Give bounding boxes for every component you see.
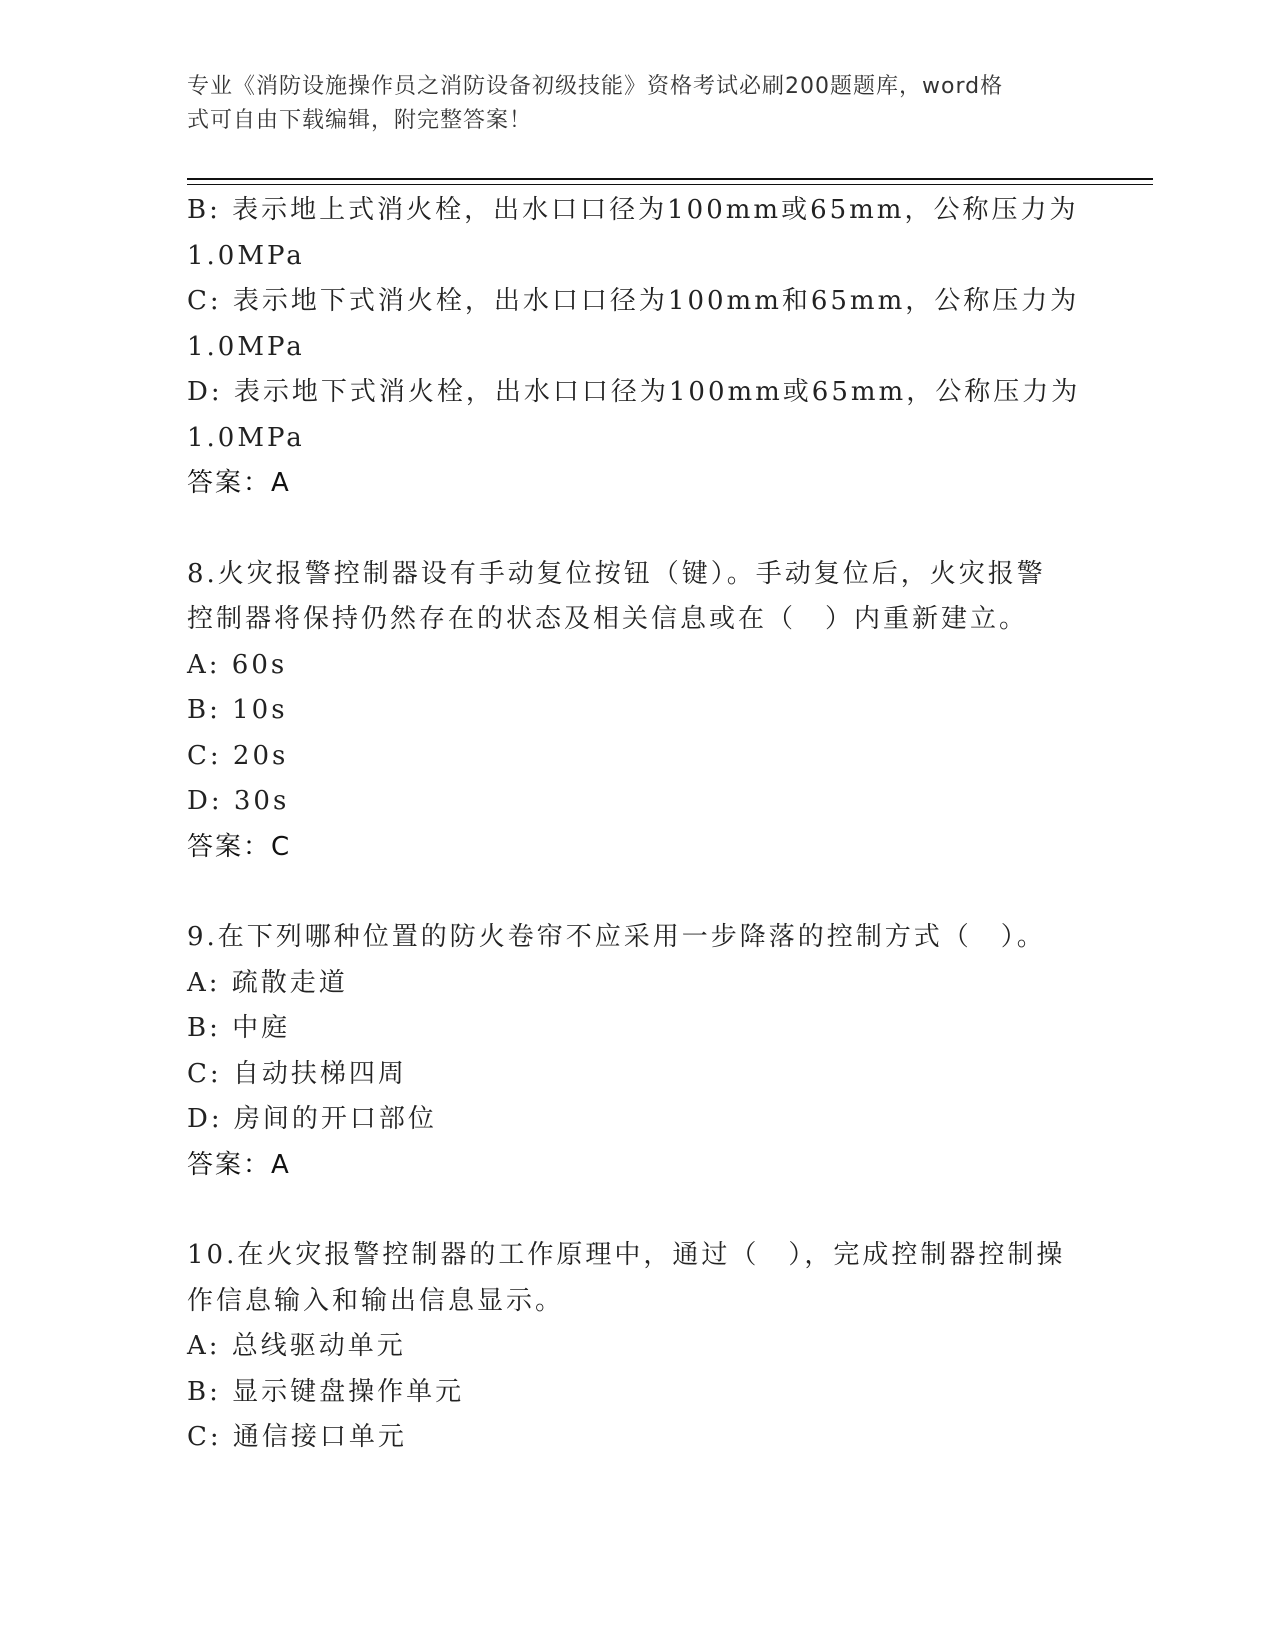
spacer <box>187 870 1087 915</box>
option-d-line-1: D: 表示地下式消火栓，出水口口径为100mm或65mm，公称压力为 <box>187 377 1081 407</box>
option-c-line-2: 1.0MPa <box>187 331 305 362</box>
option-b-line-2: 1.0MPa <box>187 240 305 271</box>
document-header <box>187 70 1067 138</box>
question-stem-line-1: 9.在下列哪种位置的防火卷帘不应采用一步降落的控制方式（ ）。 <box>187 922 1046 952</box>
option-a: A: 疏散走道 <box>187 967 348 998</box>
question-stem-line-1: 10.在火灾报警控制器的工作原理中，通过（ ），完成控制器控制操 <box>187 1240 1066 1270</box>
question-stem-line-2: 作信息输入和输出信息显示。 <box>187 1285 565 1316</box>
header-divider-thin <box>187 184 1153 185</box>
option-d-line-2: 1.0MPa <box>187 422 305 453</box>
question-10 <box>187 1233 1087 1461</box>
question-9 <box>187 915 1087 1188</box>
answer-label: 答案：A <box>187 468 291 498</box>
option-b: B: 10s <box>187 695 288 725</box>
header-line-1: 专业《消防设施操作员之消防设备初级技能》资格考试必刷200题题库，word格 <box>187 74 1004 99</box>
option-c: C: 自动扶梯四周 <box>187 1058 407 1089</box>
answer-label: 答案：C <box>187 831 292 862</box>
spacer <box>187 507 1087 552</box>
question-8 <box>187 552 1087 871</box>
option-c-line-1: C: 表示地下式消火栓，出水口口径为100mm和65mm，公称压力为 <box>187 286 1080 316</box>
option-a: A: 总线驱动单元 <box>187 1331 406 1361</box>
option-b: B: 显示键盘操作单元 <box>187 1376 465 1407</box>
option-b-line-1: B: 表示地上式消火栓，出水口口径为100mm或65mm，公称压力为 <box>187 195 1079 225</box>
option-a: A: 60s <box>187 649 288 680</box>
option-b: B: 中庭 <box>187 1013 291 1043</box>
option-c: C: 20s <box>187 740 289 771</box>
header-line-2: 式可自由下载编辑，附完整答案！ <box>187 108 533 133</box>
option-c: C: 通信接口单元 <box>187 1422 407 1452</box>
header-divider <box>187 178 1153 180</box>
question-stem-line-2: 控制器将保持仍然存在的状态及相关信息或在（ ）内重新建立。 <box>187 604 1029 634</box>
previous-question <box>187 188 1087 507</box>
option-d: D: 房间的开口部位 <box>187 1104 437 1134</box>
option-d: D: 30s <box>187 786 290 816</box>
question-stem-line-1: 8.火灾报警控制器设有手动复位按钮（键）。手动复位后，火灾报警 <box>187 558 1046 589</box>
question-content <box>187 188 1087 1461</box>
answer-label: 答案：A <box>187 1149 291 1180</box>
spacer <box>187 1188 1087 1233</box>
